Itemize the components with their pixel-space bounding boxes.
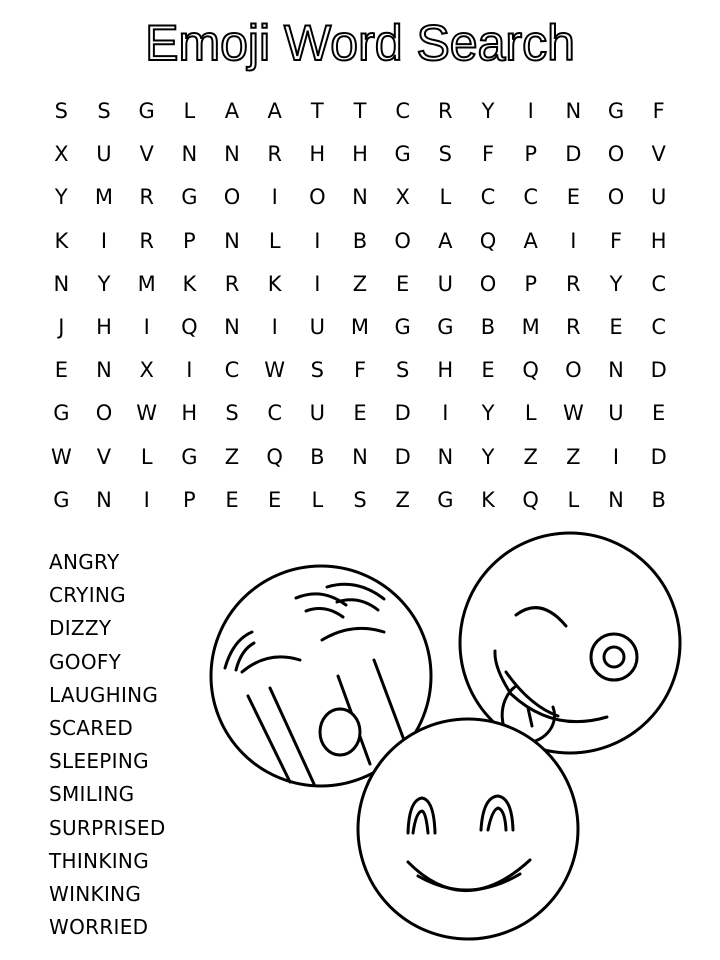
grid-letter: S — [310, 358, 324, 383]
grid-letter: I — [100, 228, 108, 253]
grid-letter: Y — [97, 271, 111, 296]
grid-letter: Z — [352, 271, 368, 296]
grid-letter: A — [523, 228, 538, 253]
grid-letter: S — [438, 142, 452, 167]
grid-letter: E — [609, 315, 623, 340]
grid-letter: N — [224, 315, 240, 340]
grid-letter: E — [268, 487, 282, 512]
grid-letter: I — [186, 358, 193, 383]
grid-letter: O — [95, 401, 113, 426]
grid-letter: K — [267, 271, 282, 296]
word-list-item: LAUGHING — [49, 682, 159, 707]
grid-letter: P — [524, 142, 537, 167]
grid-letter: Q — [522, 487, 539, 512]
grid-letter: B — [310, 444, 325, 469]
grid-letter: E — [566, 185, 580, 210]
grid-letter: C — [523, 185, 538, 210]
grid-letter: C — [480, 185, 496, 210]
grid-letter: G — [394, 142, 411, 167]
grid-letter: A — [267, 99, 282, 124]
grid-letter: O — [565, 358, 582, 383]
word-list-item: SCARED — [49, 715, 134, 740]
grid-letter: B — [352, 228, 368, 253]
letter-grid — [40, 90, 680, 522]
grid-letter: R — [139, 185, 154, 210]
grid-letter: S — [54, 99, 68, 124]
grid-letter: C — [651, 271, 666, 296]
grid-letter: B — [480, 315, 496, 340]
grid-letter: Q — [479, 228, 497, 253]
grid-letter: I — [143, 315, 150, 340]
grid-letter: O — [479, 271, 497, 296]
word-list-item: SURPRISED — [49, 815, 166, 840]
grid-letter: L — [567, 487, 580, 512]
grid-letter: Z — [566, 444, 581, 469]
grid-letter: H — [437, 358, 454, 383]
grid-letter: O — [223, 185, 241, 210]
grid-letter: I — [143, 487, 150, 512]
grid-letter: X — [395, 185, 410, 210]
grid-letter: D — [394, 444, 411, 469]
grid-letter: D — [394, 401, 411, 426]
grid-letter: N — [53, 271, 70, 296]
grid-letter: W — [50, 444, 72, 469]
grid-letter: A — [224, 99, 240, 124]
grid-letter: G — [394, 315, 411, 340]
grid-letter: N — [96, 358, 112, 383]
grid-letter: N — [181, 142, 198, 167]
grid-letter: U — [309, 401, 326, 426]
page-title — [0, 0, 720, 80]
grid-letter: C — [651, 315, 666, 340]
grid-letter: X — [139, 358, 154, 383]
grid-letter: S — [225, 401, 239, 426]
grid-letter: H — [352, 142, 368, 167]
grid-letter: E — [481, 358, 495, 383]
grid-letter: G — [53, 401, 70, 426]
grid-letter: M — [94, 185, 114, 210]
grid-letter: C — [267, 401, 282, 426]
grid-letter: R — [224, 271, 240, 296]
grid-letter: U — [650, 185, 667, 210]
grid-letter: R — [267, 142, 282, 167]
grid-letter: G — [181, 444, 198, 469]
grid-letter: P — [182, 228, 196, 253]
grid-letter: N — [352, 185, 368, 210]
grid-letter: Z — [224, 444, 240, 469]
grid-letter: U — [96, 142, 112, 167]
grid-letter: R — [139, 228, 154, 253]
grid-letter: H — [96, 315, 112, 340]
grid-letter: J — [58, 315, 65, 340]
grid-letter: G — [437, 487, 454, 512]
grid-letter: L — [524, 401, 537, 426]
grid-letter: D — [565, 142, 582, 167]
grid-letter: T — [310, 99, 324, 124]
grid-letter: Y — [609, 271, 623, 296]
grid-letter: L — [311, 487, 324, 512]
grid-letter: I — [527, 99, 534, 124]
grid-letter: G — [53, 487, 70, 512]
page-title-text: Emoji Word Search — [145, 15, 575, 71]
grid-letter: U — [437, 271, 454, 296]
grid-letter: L — [268, 228, 281, 253]
grid-letter: O — [607, 185, 625, 210]
grid-letter: O — [309, 185, 326, 210]
grid-letter: G — [138, 99, 155, 124]
grid-letter: R — [438, 99, 453, 124]
grid-letter: R — [566, 271, 581, 296]
grid-letter: P — [524, 271, 537, 296]
grid-letter: E — [225, 487, 239, 512]
word-list-item: WINKING — [49, 881, 142, 906]
grid-letter: E — [353, 401, 367, 426]
grid-letter: M — [350, 315, 370, 340]
grid-letter: Y — [54, 185, 68, 210]
grid-letter: Y — [481, 401, 495, 426]
word-list-item: CRYING — [49, 583, 126, 608]
grid-letter: N — [565, 99, 582, 124]
grid-letter: M — [521, 315, 540, 340]
grid-letter: S — [395, 358, 410, 383]
grid-letter: F — [652, 99, 665, 124]
grid-letter: E — [652, 401, 666, 426]
grid-letter: C — [395, 99, 410, 124]
grid-letter: I — [442, 401, 449, 426]
grid-letter: S — [97, 99, 111, 124]
grid-letter: M — [137, 271, 156, 296]
grid-letter: I — [570, 228, 577, 253]
grid-letter: C — [224, 358, 240, 383]
grid-letter: E — [396, 271, 410, 296]
grid-letter: Y — [481, 444, 495, 469]
grid-letter: K — [54, 228, 69, 253]
grid-letter: V — [96, 444, 112, 469]
grid-letter: K — [481, 487, 495, 512]
emoji-illustrations — [200, 530, 700, 950]
grid-letter: U — [608, 401, 624, 426]
grid-letter: F — [481, 142, 495, 167]
grid-letter: Q — [266, 444, 283, 469]
grid-letter: F — [353, 358, 367, 383]
grid-letter: O — [394, 228, 411, 253]
word-list-item: WORRIED — [49, 915, 149, 940]
grid-letter: S — [353, 487, 367, 512]
grid-letter: K — [182, 271, 197, 296]
grid-letter: G — [607, 99, 625, 124]
grid-letter: W — [136, 401, 158, 426]
grid-letter: L — [183, 99, 196, 124]
grid-letter: N — [96, 487, 112, 512]
word-list-item: DIZZY — [49, 616, 112, 641]
grid-letter: W — [264, 358, 286, 383]
grid-letter: O — [607, 142, 625, 167]
grid-letter: U — [309, 315, 326, 340]
word-list-item: GOOFY — [49, 649, 122, 674]
grid-letter: A — [438, 228, 453, 253]
grid-letter: H — [181, 401, 198, 426]
grid-letter: V — [139, 142, 154, 167]
grid-letter: Z — [523, 444, 538, 469]
grid-letter: D — [650, 358, 667, 383]
grid-letter: T — [353, 99, 367, 124]
grid-letter: B — [651, 487, 666, 512]
grid-letter: I — [314, 271, 321, 296]
grid-letter: I — [271, 315, 278, 340]
smiling-emoji-icon — [358, 719, 578, 939]
grid-letter: G — [181, 185, 198, 210]
grid-letter: I — [314, 228, 321, 253]
grid-letter: N — [608, 487, 624, 512]
grid-letter: N — [224, 142, 240, 167]
goofy-winking-emoji-icon — [460, 533, 680, 753]
grid-letter: L — [439, 185, 452, 210]
word-list-item: THINKING — [49, 848, 149, 873]
grid-letter: E — [54, 358, 68, 383]
grid-letter: I — [612, 444, 620, 469]
grid-letter: L — [140, 444, 153, 469]
grid-letter: G — [437, 315, 454, 340]
word-list-item: SMILING — [49, 782, 135, 807]
grid-letter: I — [271, 185, 278, 210]
grid-letter: Y — [481, 99, 495, 124]
grid-letter: X — [54, 142, 69, 167]
grid-letter: H — [650, 228, 667, 253]
word-list — [49, 548, 166, 946]
grid-letter: H — [309, 142, 326, 167]
word-list-item: ANGRY — [49, 550, 120, 574]
grid-letter: F — [609, 228, 623, 253]
grid-letter: W — [562, 401, 584, 426]
grid-letter: N — [224, 228, 240, 253]
grid-letter: N — [608, 358, 624, 383]
grid-letter: P — [182, 487, 196, 512]
grid-letter: N — [437, 444, 454, 469]
grid-letter: Z — [395, 487, 410, 512]
grid-letter: V — [651, 142, 666, 167]
grid-letter: Q — [181, 315, 198, 340]
grid-letter: N — [352, 444, 368, 469]
word-list-item: SLEEPING — [49, 749, 149, 774]
grid-letter: R — [566, 315, 581, 340]
grid-letter: Q — [522, 358, 539, 383]
grid-letter: D — [650, 444, 667, 469]
